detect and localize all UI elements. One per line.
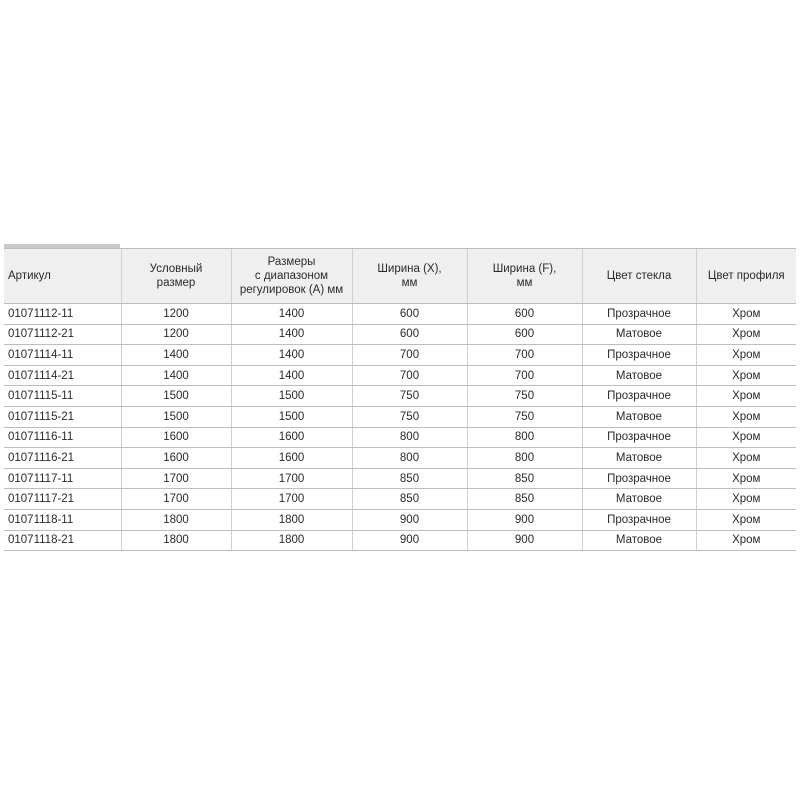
table-cell-nominal-size: 1800	[121, 509, 231, 530]
column-header-width-f	[467, 249, 582, 304]
table-cell-width-x: 600	[352, 324, 467, 345]
table-cell-adjustable-size: 1700	[231, 468, 352, 489]
table-cell-adjustable-size: 1800	[231, 509, 352, 530]
table-cell-glass-color: Прозрачное	[582, 468, 696, 489]
table-cell-width-x: 800	[352, 427, 467, 448]
table-cell-width-x: 800	[352, 448, 467, 469]
table-cell-width-x: 750	[352, 386, 467, 407]
table-cell-profile-color: Хром	[696, 386, 796, 407]
table-cell-profile-color: Хром	[696, 324, 796, 345]
table-row	[4, 509, 796, 530]
column-header-width-x	[352, 249, 467, 304]
table-cell-width-f: 900	[467, 530, 582, 551]
table-cell-profile-color: Хром	[696, 530, 796, 551]
table-cell-nominal-size: 1600	[121, 427, 231, 448]
column-header-line: с диапазоном	[254, 270, 329, 282]
table-cell-width-x: 750	[352, 406, 467, 427]
column-header-line: Ширина (X),	[377, 263, 442, 275]
table-cell-glass-color: Матовое	[582, 489, 696, 510]
table-cell-width-x: 900	[352, 530, 467, 551]
column-header-line: Ширина (F),	[492, 263, 557, 275]
table-cell-nominal-size: 1800	[121, 530, 231, 551]
column-header-nominal-size	[121, 249, 231, 304]
table-cell-glass-color: Матовое	[582, 530, 696, 551]
table-cell-nominal-size: 1400	[121, 345, 231, 366]
table-cell-adjustable-size: 1800	[231, 530, 352, 551]
table-cell-width-f: 600	[467, 304, 582, 325]
table-cell-width-f: 850	[467, 468, 582, 489]
table-cell-width-f: 800	[467, 427, 582, 448]
table-cell-article: 01071116-11	[4, 427, 121, 448]
table-cell-width-x: 900	[352, 509, 467, 530]
table-cell-glass-color: Матовое	[582, 365, 696, 386]
table-cell-profile-color: Хром	[696, 365, 796, 386]
table-cell-glass-color: Матовое	[582, 324, 696, 345]
table-body	[4, 304, 796, 551]
table-cell-profile-color: Хром	[696, 468, 796, 489]
table-cell-width-f: 900	[467, 509, 582, 530]
column-header-profile-color	[696, 249, 796, 304]
table-cell-nominal-size: 1700	[121, 489, 231, 510]
table-cell-adjustable-size: 1500	[231, 386, 352, 407]
table-cell-article: 01071118-21	[4, 530, 121, 551]
table-cell-adjustable-size: 1400	[231, 324, 352, 345]
table-cell-glass-color: Матовое	[582, 406, 696, 427]
table-row	[4, 406, 796, 427]
table-cell-width-f: 600	[467, 324, 582, 345]
table-cell-profile-color: Хром	[696, 427, 796, 448]
table-cell-profile-color: Хром	[696, 304, 796, 325]
table-row	[4, 304, 796, 325]
table-cell-article: 01071115-21	[4, 406, 121, 427]
table-header-row	[4, 249, 796, 304]
table-cell-adjustable-size: 1400	[231, 365, 352, 386]
table-cell-article: 01071114-11	[4, 345, 121, 366]
table-cell-adjustable-size: 1400	[231, 345, 352, 366]
table-cell-adjustable-size: 1600	[231, 448, 352, 469]
table-cell-width-f: 750	[467, 406, 582, 427]
table-cell-nominal-size: 1400	[121, 365, 231, 386]
column-header-adjustable-size	[231, 249, 352, 304]
column-header-line: Цвет стекла	[606, 270, 672, 282]
column-header-line: регулировок (А) мм	[239, 284, 344, 296]
table-cell-article: 01071114-21	[4, 365, 121, 386]
table-row	[4, 448, 796, 469]
table-cell-width-f: 800	[467, 448, 582, 469]
column-header-line: мм	[516, 277, 533, 289]
table-cell-width-f: 850	[467, 489, 582, 510]
table-cell-width-f: 700	[467, 345, 582, 366]
table-cell-article: 01071112-11	[4, 304, 121, 325]
column-header-line: Цвет профиля	[707, 270, 785, 282]
table-cell-width-f: 750	[467, 386, 582, 407]
table-cell-glass-color: Прозрачное	[582, 509, 696, 530]
table-cell-profile-color: Хром	[696, 345, 796, 366]
table-cell-article: 01071117-21	[4, 489, 121, 510]
table-row	[4, 386, 796, 407]
table-cell-article: 01071116-21	[4, 448, 121, 469]
table-cell-width-f: 700	[467, 365, 582, 386]
table-cell-glass-color: Прозрачное	[582, 386, 696, 407]
table-cell-nominal-size: 1500	[121, 406, 231, 427]
column-header-line: Размеры	[267, 256, 316, 268]
table-row	[4, 324, 796, 345]
column-header-line: размер	[156, 277, 196, 289]
table-cell-adjustable-size: 1400	[231, 304, 352, 325]
table-cell-profile-color: Хром	[696, 509, 796, 530]
table-cell-adjustable-size: 1600	[231, 427, 352, 448]
table-row	[4, 489, 796, 510]
table-cell-article: 01071112-21	[4, 324, 121, 345]
table-row	[4, 468, 796, 489]
table-cell-width-x: 700	[352, 365, 467, 386]
table-cell-width-x: 600	[352, 304, 467, 325]
table-cell-article: 01071118-11	[4, 509, 121, 530]
table-cell-nominal-size: 1200	[121, 304, 231, 325]
table-cell-profile-color: Хром	[696, 448, 796, 469]
table-cell-width-x: 700	[352, 345, 467, 366]
table-row	[4, 345, 796, 366]
table-cell-profile-color: Хром	[696, 406, 796, 427]
table-cell-width-x: 850	[352, 489, 467, 510]
table-row	[4, 530, 796, 551]
table-cell-nominal-size: 1200	[121, 324, 231, 345]
table-cell-glass-color: Прозрачное	[582, 345, 696, 366]
table-cell-glass-color: Прозрачное	[582, 427, 696, 448]
column-header-article	[4, 249, 121, 304]
column-header-line: Артикул	[8, 270, 51, 282]
column-header-line: Условный	[149, 263, 203, 275]
table-cell-nominal-size: 1600	[121, 448, 231, 469]
table-cell-article: 01071115-11	[4, 386, 121, 407]
table-cell-article: 01071117-11	[4, 468, 121, 489]
column-header-glass-color	[582, 249, 696, 304]
table-cell-nominal-size: 1500	[121, 386, 231, 407]
column-header-line: мм	[401, 277, 418, 289]
table-cell-profile-color: Хром	[696, 489, 796, 510]
table-row	[4, 365, 796, 386]
table-cell-adjustable-size: 1700	[231, 489, 352, 510]
table-cell-nominal-size: 1700	[121, 468, 231, 489]
specification-table	[4, 248, 796, 551]
table-row	[4, 427, 796, 448]
table-cell-width-x: 850	[352, 468, 467, 489]
table-cell-glass-color: Матовое	[582, 448, 696, 469]
table-cell-glass-color: Прозрачное	[582, 304, 696, 325]
table-cell-adjustable-size: 1500	[231, 406, 352, 427]
